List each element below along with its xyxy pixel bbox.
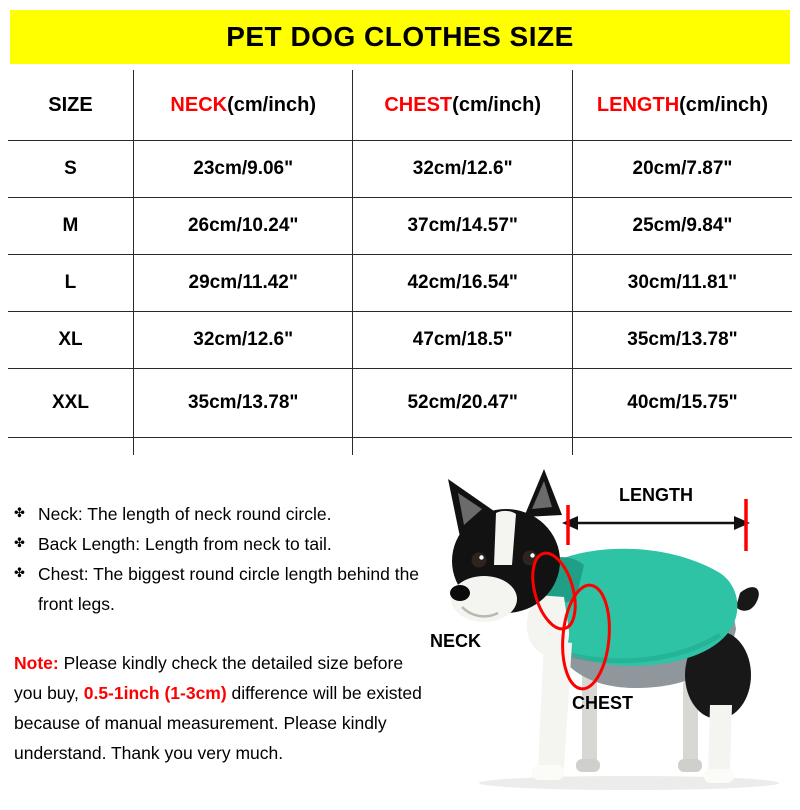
list-item-neck	[14, 499, 436, 529]
cell-chest: 42cm/16.54"	[353, 255, 573, 312]
list-item-text: Neck: The length of neck round circle.	[38, 504, 332, 524]
cell-neck: 32cm/12.6"	[133, 312, 353, 369]
col-header-length-unit: (cm/inch)	[679, 93, 769, 116]
cell-neck: 35cm/13.78"	[133, 369, 353, 438]
flower-bullet-icon: ✤	[14, 535, 25, 551]
cell-length: 20cm/7.87"	[572, 141, 792, 198]
note-text-1: Please kindly check the detailed size before you buy,	[14, 653, 404, 704]
col-header-neck-unit: (cm/inch)	[227, 93, 316, 116]
col-header-chest-name: CHEST	[384, 93, 453, 116]
list-item-chest	[14, 559, 436, 619]
measurement-disclaimer	[14, 649, 436, 768]
table-header-row	[8, 70, 792, 141]
note-prefix: Note:	[14, 653, 59, 674]
cell-neck: 29cm/11.42"	[133, 255, 353, 312]
cell-size: XL	[8, 312, 133, 369]
cell-neck: 23cm/9.06"	[133, 141, 353, 198]
list-item-text: Chest: The biggest round circle length behind the front legs.	[38, 564, 420, 615]
cell-length: 40cm/15.75"	[572, 369, 792, 438]
col-header-length	[572, 70, 792, 141]
bottom-section	[0, 455, 800, 801]
table-row-xxl	[8, 369, 792, 438]
cell-size: S	[8, 141, 133, 198]
table-stub-row	[8, 438, 792, 456]
cell-length: 35cm/13.78"	[572, 312, 792, 369]
cell-length: 25cm/9.84"	[572, 198, 792, 255]
measurement-notes	[14, 499, 436, 768]
page-title: PET DOG CLOTHES SIZE	[226, 21, 574, 52]
dog-illustration	[424, 457, 796, 795]
cell-neck: 26cm/10.24"	[133, 198, 353, 255]
col-header-chest-unit: (cm/inch)	[452, 93, 542, 116]
size-chart-infographic	[0, 10, 800, 801]
neck-label: NECK	[430, 631, 482, 651]
cell-chest: 32cm/12.6"	[353, 141, 573, 198]
measurement-notes-list	[14, 499, 436, 619]
col-header-size: SIZE	[8, 70, 133, 141]
list-item-back-length	[14, 529, 436, 559]
table-row-xl	[8, 312, 792, 369]
table-row-s	[8, 141, 792, 198]
col-header-length-name: LENGTH	[596, 93, 680, 116]
size-table	[8, 70, 792, 455]
note-tolerance: 0.5-1inch (1-3cm)	[83, 683, 227, 704]
flower-bullet-icon: ✤	[14, 565, 25, 581]
title-banner	[10, 10, 790, 64]
cell-chest: 37cm/14.57"	[353, 198, 573, 255]
col-header-neck	[133, 70, 353, 141]
length-label: LENGTH	[619, 485, 693, 505]
list-item-text: Back Length: Length from neck to tail.	[38, 534, 332, 555]
table-row-m	[8, 198, 792, 255]
cell-chest: 47cm/18.5"	[353, 312, 573, 369]
cell-size: L	[8, 255, 133, 312]
note-text-2: difference will be existed because of manual measurement. Please kindly understand. Thank you very much.	[14, 683, 422, 763]
dog-measurement-diagram	[424, 457, 796, 797]
chest-label: CHEST	[572, 693, 634, 713]
cell-chest: 52cm/20.47"	[353, 369, 573, 438]
col-header-neck-name: NECK	[170, 93, 228, 116]
cell-length: 30cm/11.81"	[572, 255, 792, 312]
cell-size: XXL	[8, 369, 133, 438]
flower-bullet-icon: ✤	[14, 505, 25, 520]
cell-size: M	[8, 198, 133, 255]
table-row-l	[8, 255, 792, 312]
col-header-chest	[353, 70, 573, 141]
